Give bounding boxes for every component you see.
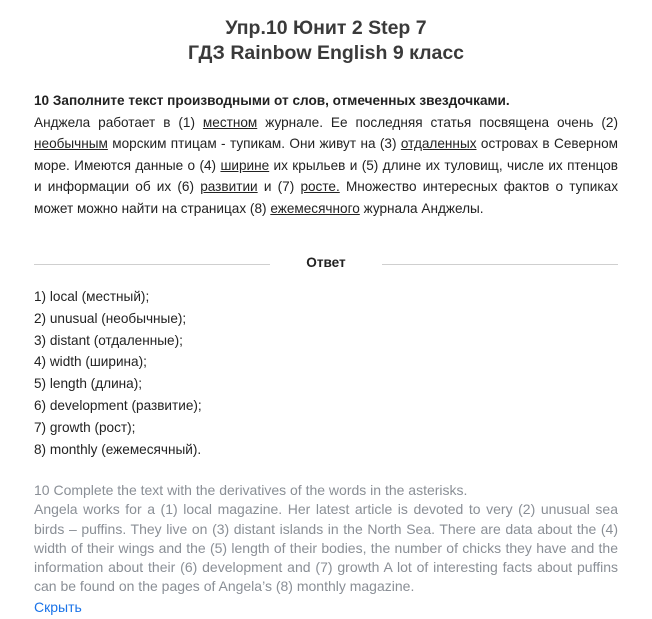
task-section xyxy=(34,90,618,219)
answer-item: 3) distant (отдаленные); xyxy=(34,332,183,348)
underlined-word: необычным xyxy=(34,136,108,151)
underlined-word: ширине xyxy=(220,157,270,173)
task-text-segment: Множество интересных фактов о тупиках может можно найти на страницах (8) xyxy=(34,179,618,216)
answer-item: 6) development (развитие); xyxy=(34,397,202,413)
answer-item: 5) length (длина); xyxy=(34,376,143,392)
translation-heading: 10 Complete the text with the derivatives of the words in the asterisks. xyxy=(34,482,468,498)
task-text-segment: журнала Анджелы. xyxy=(359,200,484,216)
answer-divider xyxy=(34,255,618,273)
task-text-segment: их крыльев и (5) длине их туловищ, числе их птенцов и информации об их (6) xyxy=(34,157,618,194)
task-text-segment: морским птицам - тупикам. Они живут на (3) xyxy=(107,136,401,151)
answer-item: 8) monthly (ежемесячный). xyxy=(34,441,202,457)
title-line-2: ГДЗ Rainbow English 9 класс xyxy=(187,42,465,64)
answer-item: 1) local (местный); xyxy=(34,289,150,304)
underlined-word: развитии xyxy=(200,179,258,194)
underlined-word: росте. xyxy=(300,179,340,194)
task-text-segment: и (7) xyxy=(257,179,301,194)
answer-item: 2) unusual (необычные); xyxy=(34,310,187,326)
underlined-word: местном xyxy=(202,114,258,130)
translation-text: Angela works for a (1) local magazine. Her latest article is devoted to very (2) unusual sea birds – puffins. They live on (3) distant islands in the North Sea. There are data about the (4) width of their wings and the (5) length of their bodies, the number of chicks they have and the information about their (6) development and (7) growth A lot of interesting facts about puffins can be found on the pages of Angela’s (8) monthly magazine. xyxy=(34,501,618,595)
title-line-1: Упр.10 Юнит 2 Step 7 xyxy=(225,17,427,39)
answer-list xyxy=(34,286,618,460)
task-text-segment: островах в Северном море. Имеются данные о (4) xyxy=(34,136,618,173)
task-heading: 10 Заполните текст производными от слов, отмеченных звездочками. xyxy=(34,93,510,108)
task-text xyxy=(34,112,618,220)
hide-link[interactable]: Скрыть xyxy=(34,598,82,615)
answer-item: 7) growth (рост); xyxy=(34,419,136,435)
underlined-word: отдаленных xyxy=(400,136,477,151)
task-text-segment: Анджела работает в (1) xyxy=(34,114,203,130)
task-text-segment: журнале. Ее последняя статья посвящена очень (2) xyxy=(257,114,619,130)
page-title xyxy=(0,16,652,66)
divider-line-right xyxy=(382,264,618,265)
translation-section xyxy=(34,481,618,617)
answer-label: Ответ xyxy=(306,255,346,270)
answer-item: 4) width (ширина); xyxy=(34,354,147,370)
underlined-word: ежемесячного xyxy=(270,200,360,216)
